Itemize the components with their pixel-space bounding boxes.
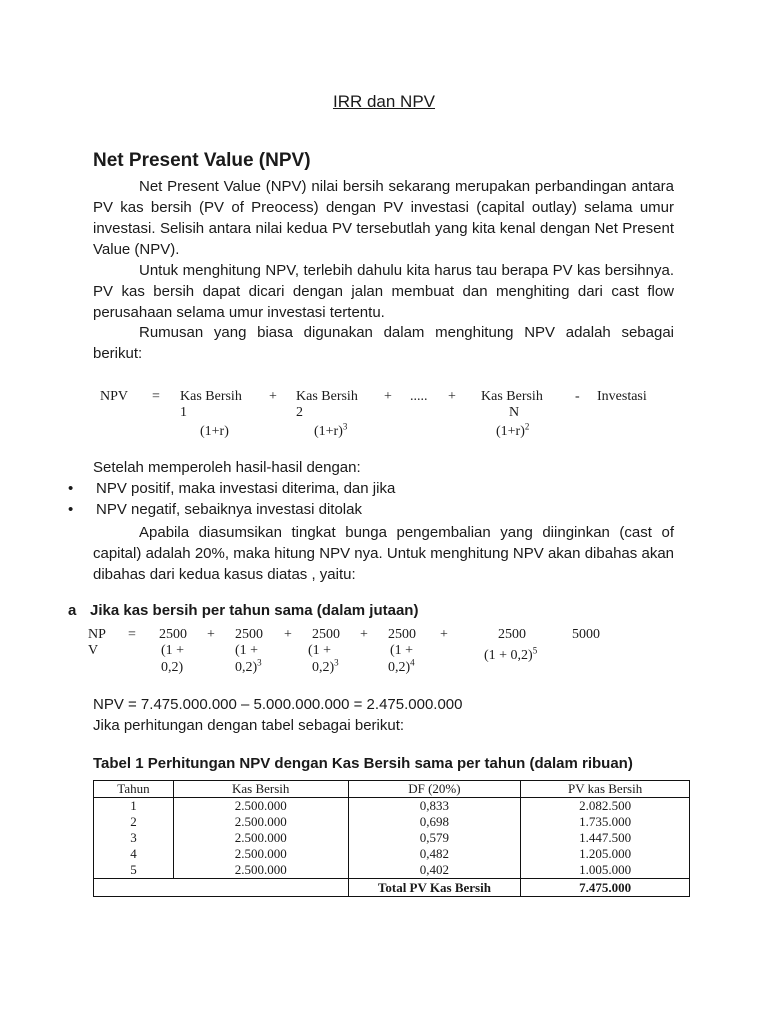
formula2-den4b: 0,2)$^4$ bbox=[388, 657, 415, 675]
cell-pv: 1.735.000 bbox=[521, 814, 690, 830]
formula2-equals: = bbox=[128, 627, 136, 642]
formula-termN-denominator: $(1+r)^2$ bbox=[496, 421, 530, 439]
total-label: Total PV Kas Bersih bbox=[348, 879, 521, 897]
cell-df: 0,833 bbox=[348, 798, 521, 815]
bullet-icon: • bbox=[68, 501, 74, 518]
formula2-value: 2500 bbox=[312, 627, 340, 642]
formula-plus: + bbox=[384, 389, 392, 404]
cell-kas-bersih: 2.500.000 bbox=[173, 846, 348, 862]
formula-term2-sub: 2 bbox=[296, 405, 303, 420]
paragraph-rumusan bbox=[93, 322, 674, 364]
formula-termN: Kas Bersih bbox=[481, 389, 543, 404]
formula2-den2b: 0,2)$^3$ bbox=[235, 657, 262, 675]
cell-df: 0,579 bbox=[348, 830, 521, 846]
formula2-value: 2500 bbox=[388, 627, 416, 642]
column-header-pv-kas-bersih: PV kas Bersih bbox=[521, 781, 690, 798]
cell-pv: 1.447.500 bbox=[521, 830, 690, 846]
table-total-row bbox=[94, 879, 690, 897]
cell-pv: 2.082.500 bbox=[521, 798, 690, 815]
formula2-plus: + bbox=[360, 627, 368, 642]
cell-kas-bersih: 2.500.000 bbox=[173, 798, 348, 815]
paragraph-pv-kas-bersih bbox=[93, 260, 674, 323]
formula-lhs: NPV bbox=[100, 389, 129, 404]
table-row bbox=[94, 846, 690, 862]
cell-df: 0,698 bbox=[348, 814, 521, 830]
cell-tahun: 4 bbox=[94, 846, 174, 862]
formula-minus: - bbox=[575, 389, 580, 404]
paragraph-npv-definition bbox=[93, 176, 674, 260]
cell-tahun: 3 bbox=[94, 830, 174, 846]
formula-equals: = bbox=[152, 389, 160, 404]
cell-kas-bersih: 2.500.000 bbox=[173, 830, 348, 846]
cell-pv: 1.205.000 bbox=[521, 846, 690, 862]
column-header-tahun: Tahun bbox=[94, 781, 174, 798]
section-a-title: Jika kas bersih per tahun sama (dalam jutaan) bbox=[90, 602, 419, 619]
table-header-row bbox=[94, 781, 690, 798]
paragraph-text: Untuk menghitung NPV, terlebih dahulu kita harus tau berapa PV kas bersihnya. PV kas bersih dapat dicari dengan jalan membuat dan menghiting dari cast flow perusahaan selama umur investasi tertentu. bbox=[93, 262, 674, 321]
npv-result: NPV = 7.475.000.000 – 5.000.000.000 = 2.475.000.000 bbox=[93, 696, 463, 713]
formula2-den3b: 0,2)$^3$ bbox=[312, 657, 339, 675]
formula2-den1a: (1 + bbox=[161, 643, 185, 658]
paragraph-assumption bbox=[93, 522, 674, 585]
bullet-icon: • bbox=[68, 480, 74, 497]
section-heading: Net Present Value (NPV) bbox=[93, 150, 311, 171]
formula2-den5: $(1 + 0,2)^5$ bbox=[484, 645, 538, 663]
cell-tahun: 5 bbox=[94, 862, 174, 879]
formula2-plus: + bbox=[284, 627, 292, 642]
bullet-item bbox=[68, 480, 396, 497]
formula2-investment-value: 5000 bbox=[572, 627, 600, 642]
formula2-den2a: (1 + bbox=[235, 643, 259, 658]
formula-term1-denominator: (1+r) bbox=[200, 424, 229, 439]
table-intro: Jika perhitungan dengan tabel sebagai berikut: bbox=[93, 717, 405, 734]
formula2-value: 2500 bbox=[159, 627, 187, 642]
formula-term1-sub: 1 bbox=[180, 405, 187, 420]
document-title: IRR dan NPV bbox=[332, 92, 436, 111]
total-value: 7.475.000 bbox=[521, 879, 690, 897]
bullet-item bbox=[68, 501, 362, 518]
formula-termN-sub: N bbox=[509, 405, 520, 420]
cell-df: 0,402 bbox=[348, 862, 521, 879]
formula2-den3a: (1 + bbox=[308, 643, 332, 658]
table-row bbox=[94, 830, 690, 846]
table-row bbox=[94, 862, 690, 879]
formula-term2: Kas Bersih bbox=[296, 389, 358, 404]
cell-tahun: 2 bbox=[94, 814, 174, 830]
bullet-text: NPV negatif, sebaiknya investasi ditolak bbox=[96, 501, 362, 518]
cell-pv: 1.005.000 bbox=[521, 862, 690, 879]
formula2-np: NP bbox=[88, 627, 106, 642]
paragraph-text: Rumusan yang biasa digunakan dalam menghitung NPV adalah sebagai berikut: bbox=[93, 324, 674, 362]
section-a-heading bbox=[68, 602, 418, 619]
table-row bbox=[94, 798, 690, 815]
formula-term2-denominator: $(1+r)^3$ bbox=[314, 421, 348, 439]
column-header-df: DF (20%) bbox=[348, 781, 521, 798]
paragraph-text: Apabila diasumsikan tingkat bunga pengembalian yang diinginkan (cast of capital) adalah 20%, maka hitung NPV nya. Untuk menghitung NPV akan dibahas akan dibahas dari kedua kasus diatas , yaitu: bbox=[93, 524, 674, 583]
formula-plus: + bbox=[448, 389, 456, 404]
formula-ellipsis: ..... bbox=[410, 389, 428, 404]
section-a-label: a bbox=[68, 602, 77, 619]
formula2-den4a: (1 + bbox=[390, 643, 414, 658]
formula2-plus: + bbox=[440, 627, 448, 642]
npv-table bbox=[93, 780, 690, 897]
bullet-text: NPV positif, maka investasi diterima, dan jika bbox=[96, 480, 396, 497]
formula2-value: 2500 bbox=[235, 627, 263, 642]
formula2-den1b: 0,2) bbox=[161, 660, 184, 675]
formula2-plus: + bbox=[207, 627, 215, 642]
cell-kas-bersih: 2.500.000 bbox=[173, 814, 348, 830]
formula-investasi: Investasi bbox=[597, 389, 647, 404]
cell-kas-bersih: 2.500.000 bbox=[173, 862, 348, 879]
cell-df: 0,482 bbox=[348, 846, 521, 862]
total-row-blank bbox=[94, 879, 349, 897]
formula2-value: 2500 bbox=[498, 627, 526, 642]
column-header-kas-bersih: Kas Bersih bbox=[173, 781, 348, 798]
table-row bbox=[94, 814, 690, 830]
table-title: Tabel 1 Perhitungan NPV dengan Kas Bersih sama per tahun (dalam ribuan) bbox=[93, 755, 633, 772]
after-formula-text: Setelah memperoleh hasil-hasil dengan: bbox=[93, 459, 361, 476]
cell-tahun: 1 bbox=[94, 798, 174, 815]
formula-term1: Kas Bersih bbox=[180, 389, 242, 404]
formula-plus: + bbox=[269, 389, 277, 404]
paragraph-text: Net Present Value (NPV) nilai bersih sekarang merupakan perbandingan antara PV kas bersih (PV of Preocess) dengan PV investasi (capital outlay) selama umur investasi. Selisih antara nilai kedua PV tersebutlah yang kita kenal dengan Net Present Value (NPV). bbox=[93, 178, 674, 258]
formula2-v: V bbox=[88, 643, 99, 658]
